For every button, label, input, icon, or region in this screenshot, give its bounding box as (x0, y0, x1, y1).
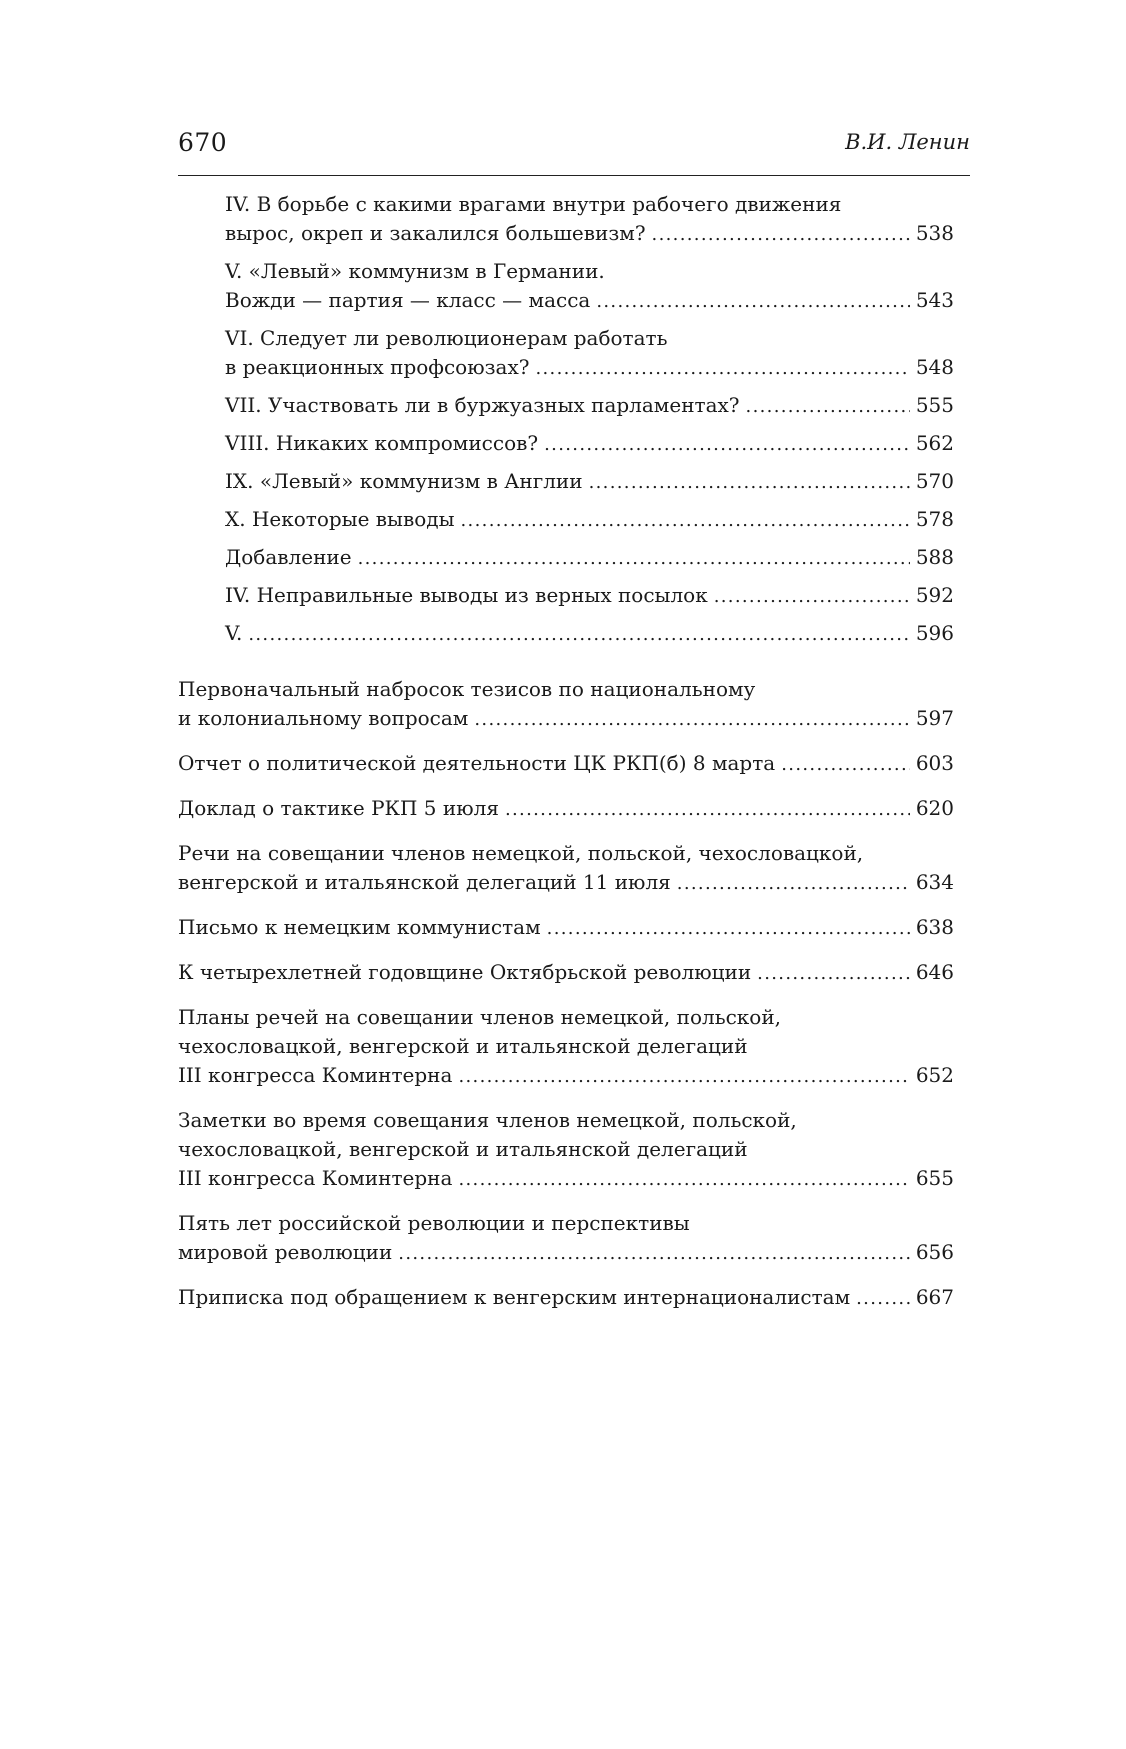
toc-entry-row (225, 219, 954, 249)
dot-leader (505, 794, 910, 824)
toc-page-number: 638 (915, 915, 954, 939)
toc-subentry (178, 581, 954, 611)
toc-page-number: 562 (915, 431, 954, 455)
toc-entry-title-line: V. (225, 621, 243, 645)
page-number: 670 (178, 128, 228, 157)
toc-entry-title-line: III конгресса Коминтерна (178, 1166, 453, 1190)
dot-leader (652, 219, 910, 249)
toc-entry (178, 794, 954, 824)
toc-entry-title-line: Заметки во время совещания членов немецкой, польской, (178, 1108, 797, 1132)
toc-entry-row (178, 704, 954, 734)
toc-subentry (178, 505, 954, 535)
toc-page-number: 578 (915, 507, 954, 531)
toc-entry (178, 913, 954, 943)
toc-entry-row (225, 581, 954, 611)
toc-page-number: 596 (915, 621, 954, 645)
toc-subentry (178, 391, 954, 421)
toc-subentry (178, 429, 954, 459)
toc-entry-title-line: IX. «Левый» коммунизм в Англии (225, 469, 583, 493)
toc-subentry (178, 190, 954, 249)
toc-entry-row (178, 868, 954, 898)
dot-leader (677, 868, 910, 898)
toc-entry-title-line: III конгресса Коминтерна (178, 1063, 453, 1087)
header-rule (178, 175, 970, 176)
dot-leader (781, 749, 910, 779)
toc-entry (178, 958, 954, 988)
toc-entry-title-line: чехословацкой, венгерской и итальянской делегаций (178, 1137, 748, 1161)
toc-entry-title-line: вырос, окреп и закалился большевизм? (225, 221, 646, 245)
toc-page-number: 588 (915, 545, 954, 569)
toc-entry-row (225, 429, 954, 459)
toc-page-number: 603 (915, 751, 954, 775)
toc-entry (178, 1283, 954, 1313)
toc-entry (178, 1003, 954, 1091)
toc-entry-title-line: в реакционных профсоюзах? (225, 355, 530, 379)
toc-page-number: 646 (915, 960, 954, 984)
toc-entry-row (225, 619, 954, 649)
toc-entry-row (178, 958, 954, 988)
toc-page-number: 667 (915, 1285, 954, 1309)
toc-entry-row (225, 505, 954, 535)
toc-page-number: 656 (915, 1240, 954, 1264)
dot-leader (461, 505, 910, 535)
toc-subentry (178, 324, 954, 383)
dot-leader (544, 429, 910, 459)
toc-page-number: 597 (915, 706, 954, 730)
toc-entry-title-line: VI. Следует ли революционерам работать (225, 326, 668, 350)
toc-entry-row (225, 543, 954, 573)
toc-entry-row (225, 467, 954, 497)
toc-entry-title-line: Отчет о политической деятельности ЦК РКП(б) 8 марта (178, 751, 776, 775)
toc-entry-title-line: Добавление (225, 545, 352, 569)
dot-leader (535, 353, 909, 383)
page-header (178, 128, 970, 176)
toc-entry-title-line: Первоначальный набросок тезисов по национальному (178, 677, 756, 701)
toc-entry-title-line: IV. Неправильные выводы из верных посылок (225, 583, 708, 607)
toc-entry-title-line: V. «Левый» коммунизм в Германии. (225, 259, 605, 283)
toc-entry-title-line: Речи на совещании членов немецкой, польской, чехословацкой, (178, 841, 864, 865)
toc-page-number: 655 (915, 1166, 954, 1190)
running-head: В.И. Ленин (845, 130, 970, 154)
toc-page-number: 555 (915, 393, 954, 417)
toc-page-number: 634 (915, 870, 954, 894)
toc-subentry (178, 619, 954, 649)
dot-leader (458, 1061, 909, 1091)
toc-entry-title-line: X. Некоторые выводы (225, 507, 455, 531)
dot-leader (474, 704, 909, 734)
dot-leader (757, 958, 910, 988)
toc-page-number: 548 (915, 355, 954, 379)
toc-subentry (178, 543, 954, 573)
toc-entry-row (178, 1283, 954, 1313)
toc-entry (178, 1106, 954, 1194)
dot-leader (398, 1238, 910, 1268)
toc-entry-row (178, 1238, 954, 1268)
toc-entry-row (225, 391, 954, 421)
toc-entry-title-line: К четырехлетней годовщине Октябрьской революции (178, 960, 752, 984)
toc-page-number: 652 (915, 1063, 954, 1087)
toc-entry-row (178, 1164, 954, 1194)
dot-leader (358, 543, 910, 573)
dot-leader (714, 581, 910, 611)
toc-entry-title-line: Пять лет российской революции и перспективы (178, 1211, 690, 1235)
toc-entry-row (225, 353, 954, 383)
toc-entry-title-line: Приписка под обращением к венгерским интернационалистам (178, 1285, 851, 1309)
toc-page-number: 620 (915, 796, 954, 820)
toc-page-number: 543 (915, 288, 954, 312)
toc-entry (178, 749, 954, 779)
dot-leader (596, 286, 909, 316)
toc-entry-title-line: VII. Участвовать ли в буржуазных парламентах? (225, 393, 740, 417)
toc-entry-title-line: мировой революции (178, 1240, 393, 1264)
toc-page-number: 592 (915, 583, 954, 607)
toc-entry-title-line: чехословацкой, венгерской и итальянской делегаций (178, 1034, 748, 1058)
toc-page-number: 538 (915, 221, 954, 245)
toc-entry-row (178, 749, 954, 779)
toc-page-number: 570 (915, 469, 954, 493)
toc-entry-title-line: и колониальному вопросам (178, 706, 469, 730)
toc-entry-row (225, 286, 954, 316)
toc-entry-title-line: венгерской и итальянской делегаций 11 июля (178, 870, 671, 894)
toc-entry-row (178, 913, 954, 943)
toc-entry-title-line: Доклад о тактике РКП 5 июля (178, 796, 499, 820)
toc-entry-title-line: Планы речей на совещании членов немецкой, польской, (178, 1005, 782, 1029)
toc-entry (178, 839, 954, 898)
dot-leader (248, 619, 910, 649)
toc-subentry (178, 257, 954, 316)
dot-leader (458, 1164, 909, 1194)
toc-entry (178, 1209, 954, 1268)
dot-leader (856, 1283, 910, 1313)
dot-leader (547, 913, 910, 943)
toc-subentry (178, 467, 954, 497)
toc-entry-title-line: Вожди — партия — класс — масса (225, 288, 591, 312)
toc-entry-title-line: VIII. Никаких компромиссов? (225, 431, 539, 455)
toc-entry (178, 675, 954, 734)
dot-leader (589, 467, 910, 497)
dot-leader (746, 391, 910, 421)
toc-entry-title-line: IV. В борьбе с какими врагами внутри рабочего движения (225, 192, 842, 216)
table-of-contents (178, 190, 954, 1328)
toc-entry-row (178, 1061, 954, 1091)
toc-entry-title-line: Письмо к немецким коммунистам (178, 915, 541, 939)
toc-entry-row (178, 794, 954, 824)
